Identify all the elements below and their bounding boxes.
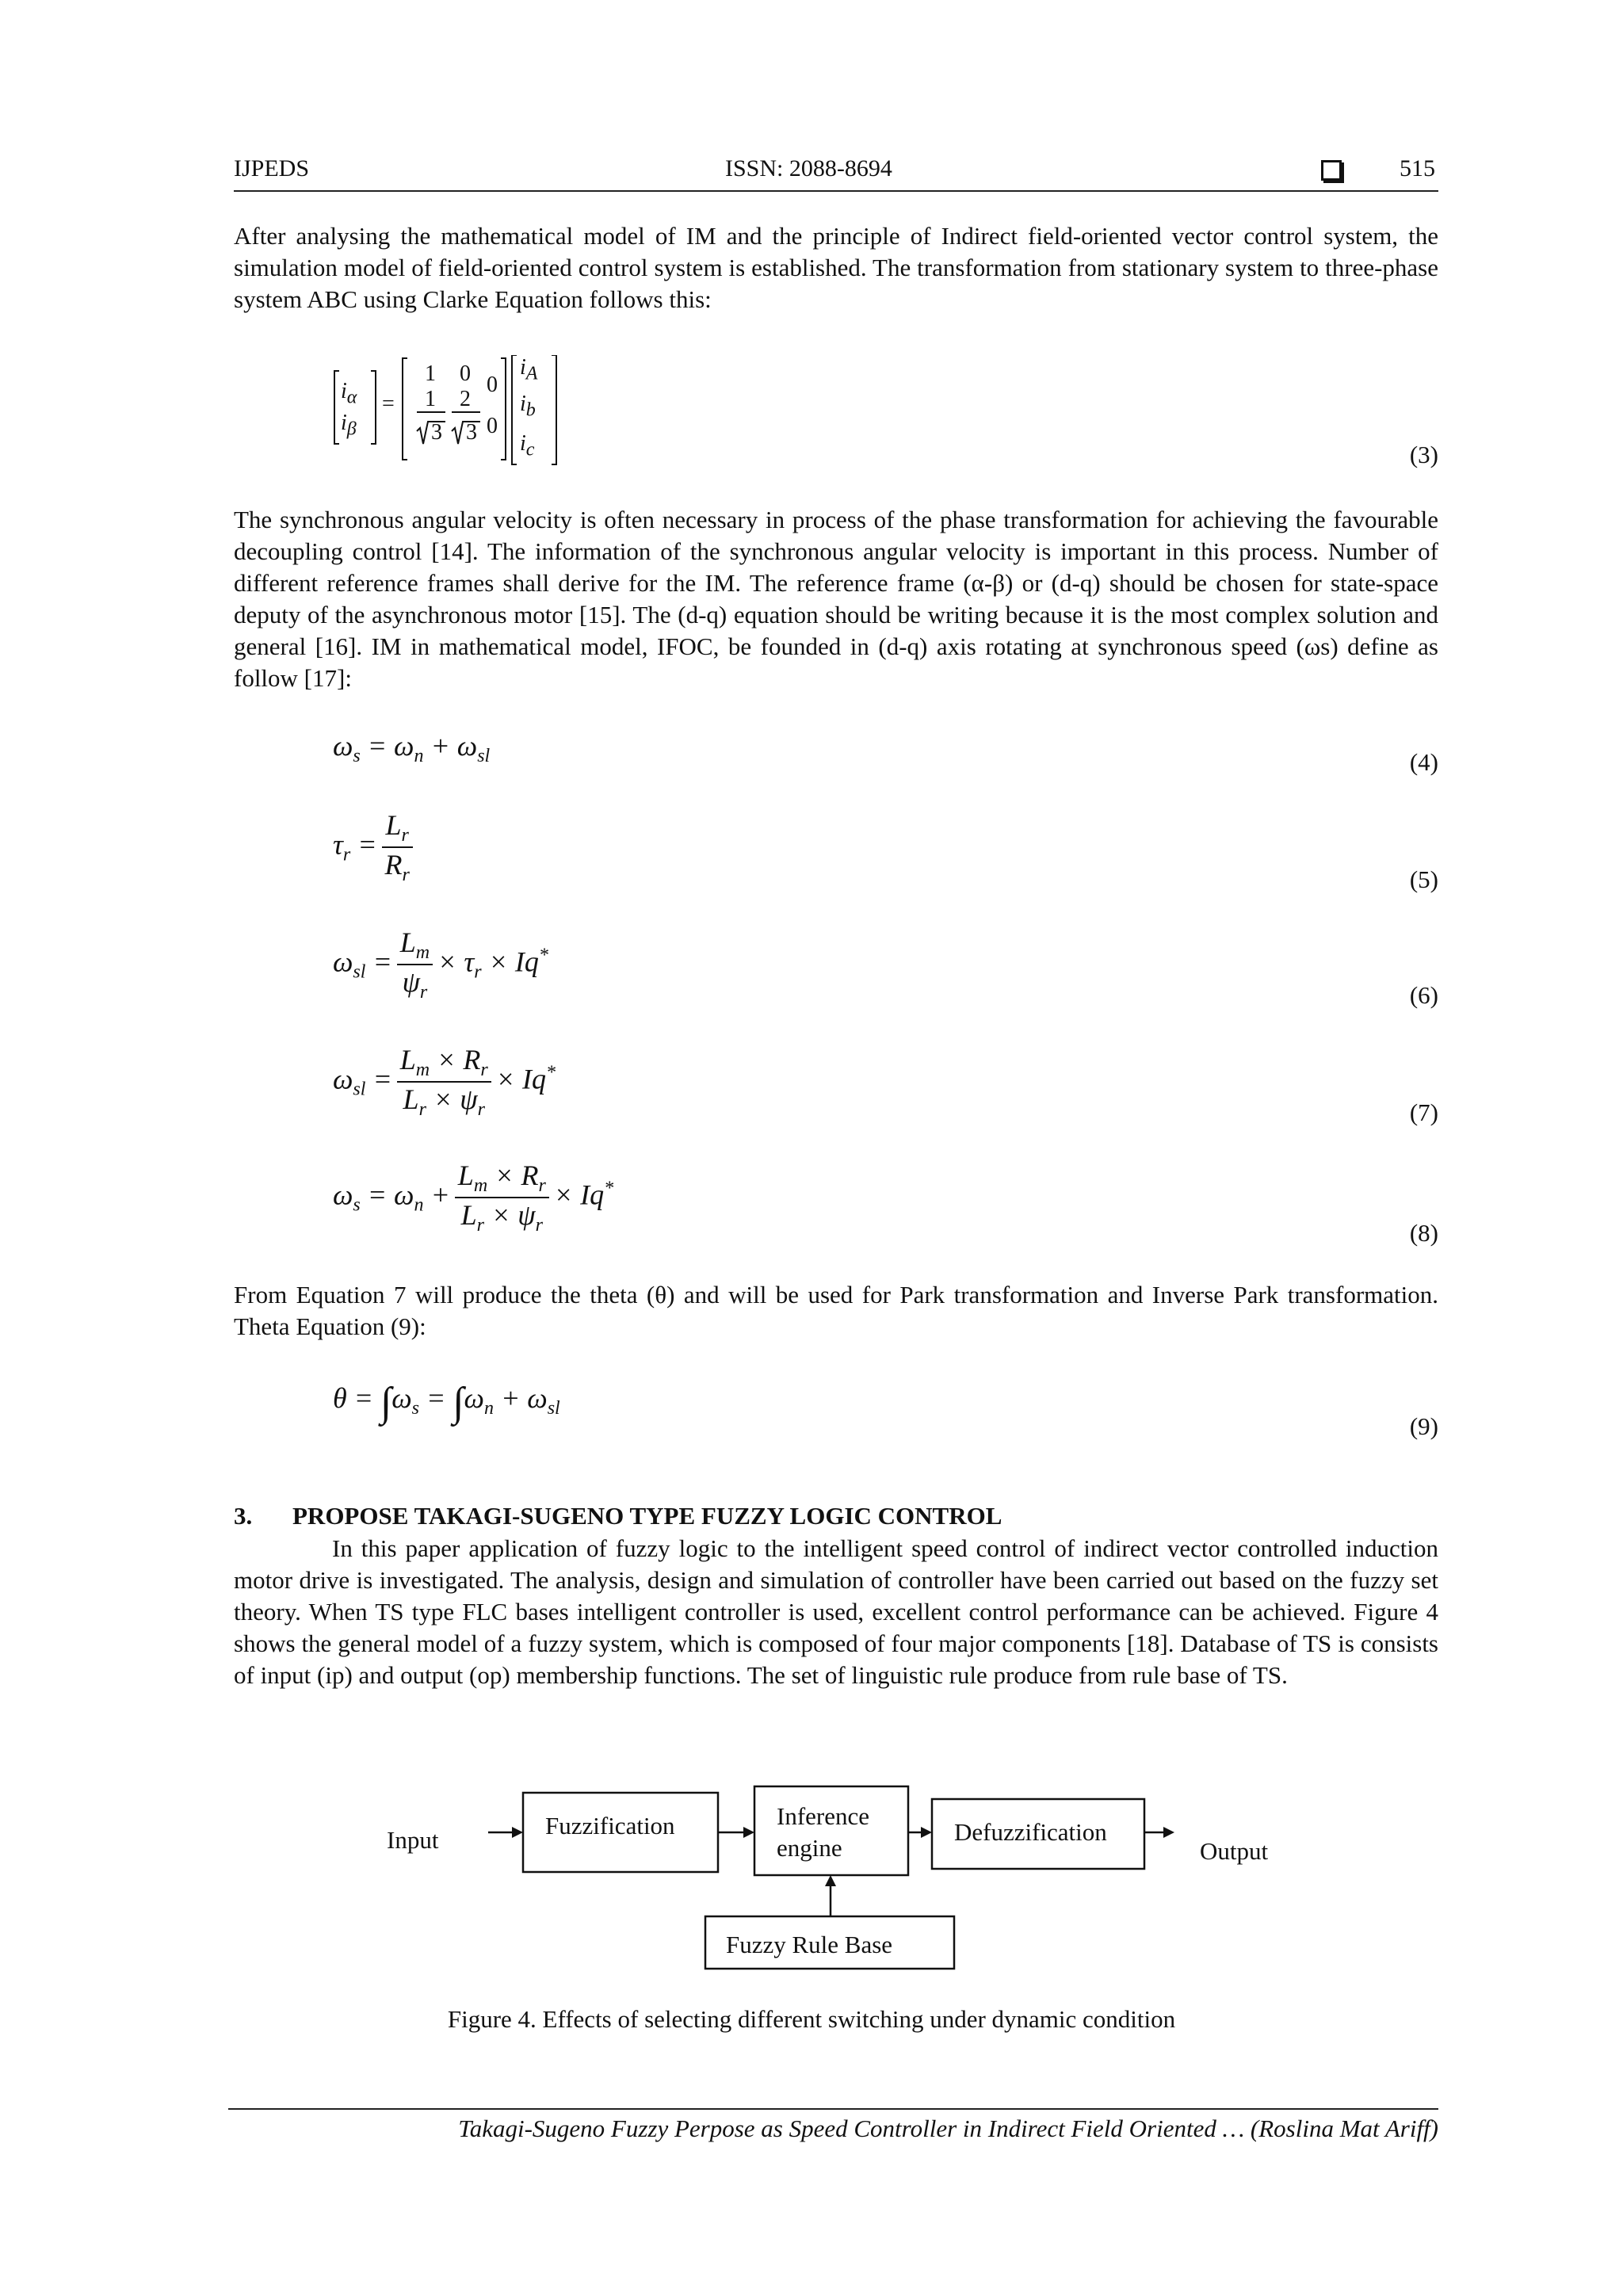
equation-9: $\theta = \int\omega_s = \int\omega_n + \omega_{sl}$ <box>333 1380 560 1425</box>
equation-8: $\omega_s = \omega_n$ + $\frac{L_m \times R_r}{L_r \times \psi_r}$ × Iq* <box>333 1159 614 1236</box>
page-header <box>234 155 1438 192</box>
matrix-cell: 0 <box>460 361 471 386</box>
equation-6-number: (6) <box>1409 981 1438 1009</box>
equation-4-number: (4) <box>1409 748 1438 776</box>
diagram-input-label: Input <box>387 1826 439 1854</box>
matrix-cell: 2 <box>460 387 471 411</box>
matrix-i-alpha: $i_\alpha$ <box>341 379 357 408</box>
equation-5: $\tau_r$ = $\frac{L_r}{R_r}$ <box>333 808 418 886</box>
paragraph-fuzzy-intro: In this paper application of fuzzy logic to the intelligent speed control of indirect vector controlled induction motor drive is investigated. The analysis, design and simulation of controller have been carried out based on the fuzzy set theory. When TS type FLC bases intelligent controller is used, excellent control performance can be achieved. Figure 4 shows the general model of a fuzzy system, which is composed of four major components [18]. Database of TS is consists of input (ip) and output (op) membership functions. The set of linguistic rule produce from rule base of TS. <box>234 1534 1438 1689</box>
figure-caption: Figure 4. Effects of selecting different switching under dynamic condition <box>447 2005 1176 2033</box>
matrix-i-b: $i_b$ <box>520 392 536 421</box>
issn: ISSN: 2088-8694 <box>725 155 892 181</box>
paragraph-theta: From Equation 7 will produce the theta (θ) and will be used for Park transformation and Inverse Park transformation. Theta Equation (9): <box>234 1281 1438 1340</box>
page-footer: Takagi-Sugeno Fuzzy Perpose as Speed Controller in Indirect Field Oriented … (Roslina Mat Ariff) <box>458 2115 1438 2142</box>
matrix-cell: 0 <box>487 414 498 438</box>
arrow-inference-to-defuzz-icon <box>921 1827 932 1838</box>
equation-3-matrix <box>333 355 571 466</box>
diagram-inference-label-1: Inference <box>777 1802 870 1830</box>
diagram-defuzzification-label: Defuzzification <box>954 1818 1107 1846</box>
matrix-i-a: $i_A$ <box>520 355 538 384</box>
matrix-cell: 1 <box>425 387 436 411</box>
paragraph-synchronous-velocity: The synchronous angular velocity is often necessary in process of the phase transformation for achieving the favourable decoupling control [14]. The information of the synchronous angular velocity is important in this process. Number of different reference frames shall derive for the IM. The reference frame (α-β) or (d-q) should be chosen for state-space deputy of the asynchronous motor [15]. The (d-q) equation should be writing because it is the most complex solution and general [16]. IM in mathematical model, IFOC, be founded in (d-q) axis rotating at synchronous speed (ωs) define as follow [17]: <box>234 506 1438 692</box>
matrix-cell: 3 <box>466 420 477 445</box>
matrix-equals: = <box>382 392 395 416</box>
diagram-rule-base-label: Fuzzy Rule Base <box>726 1931 893 1958</box>
section-title: PROPOSE TAKAGI-SUGENO TYPE FUZZY LOGIC CONTROL <box>292 1502 1002 1530</box>
matrix-i-beta: $i_\beta$ <box>341 411 357 440</box>
equation-4: $\omega_s = \omega_n + \omega_{sl}$ <box>333 730 491 767</box>
arrow-input-icon <box>512 1827 523 1838</box>
footer-divider <box>228 2108 1438 2110</box>
checkbox-square-icon <box>1321 160 1342 181</box>
diagram-fuzzification-label: Fuzzification <box>545 1812 675 1839</box>
matrix-cell: 1 <box>425 361 436 386</box>
section-heading <box>234 1502 1002 1530</box>
diagram-output-label: Output <box>1200 1837 1269 1865</box>
journal-name: IJPEDS <box>234 155 310 181</box>
equation-9-number: (9) <box>1409 1412 1438 1440</box>
matrix-cell: 0 <box>487 372 498 397</box>
diagram-inference-label-2: engine <box>777 1834 842 1862</box>
paragraph-clarke-intro: After analysing the mathematical model of IM and the principle of Indirect field-oriented vector control system, the simulation model of field-oriented control system is established. The transformation from stationary system to three-phase system ABC using Clarke Equation follows this: <box>234 222 1438 313</box>
equation-3-number: (3) <box>1409 441 1438 468</box>
arrow-fuzz-to-inference-icon <box>743 1827 754 1838</box>
equation-5-number: (5) <box>1409 865 1438 893</box>
equation-7-number: (7) <box>1409 1098 1438 1126</box>
section-number: 3. <box>234 1502 253 1530</box>
matrix-i-c: $i_c$ <box>520 431 535 460</box>
matrix-cell: 3 <box>431 420 442 445</box>
equation-6: $\omega_{sl}$ = $\frac{L_m}{\psi_r}$ × $\tau_r \times Iq^*$ <box>333 926 548 1003</box>
page-number: 515 <box>1400 155 1435 181</box>
arrow-output-icon <box>1163 1827 1174 1838</box>
equation-7: $\omega_{sl}$ = $\frac{L_m \times R_r}{L_r \times \psi_r}$ × Iq* <box>333 1044 556 1121</box>
arrow-rulebase-icon <box>825 1875 836 1886</box>
equation-8-number: (8) <box>1409 1219 1438 1247</box>
